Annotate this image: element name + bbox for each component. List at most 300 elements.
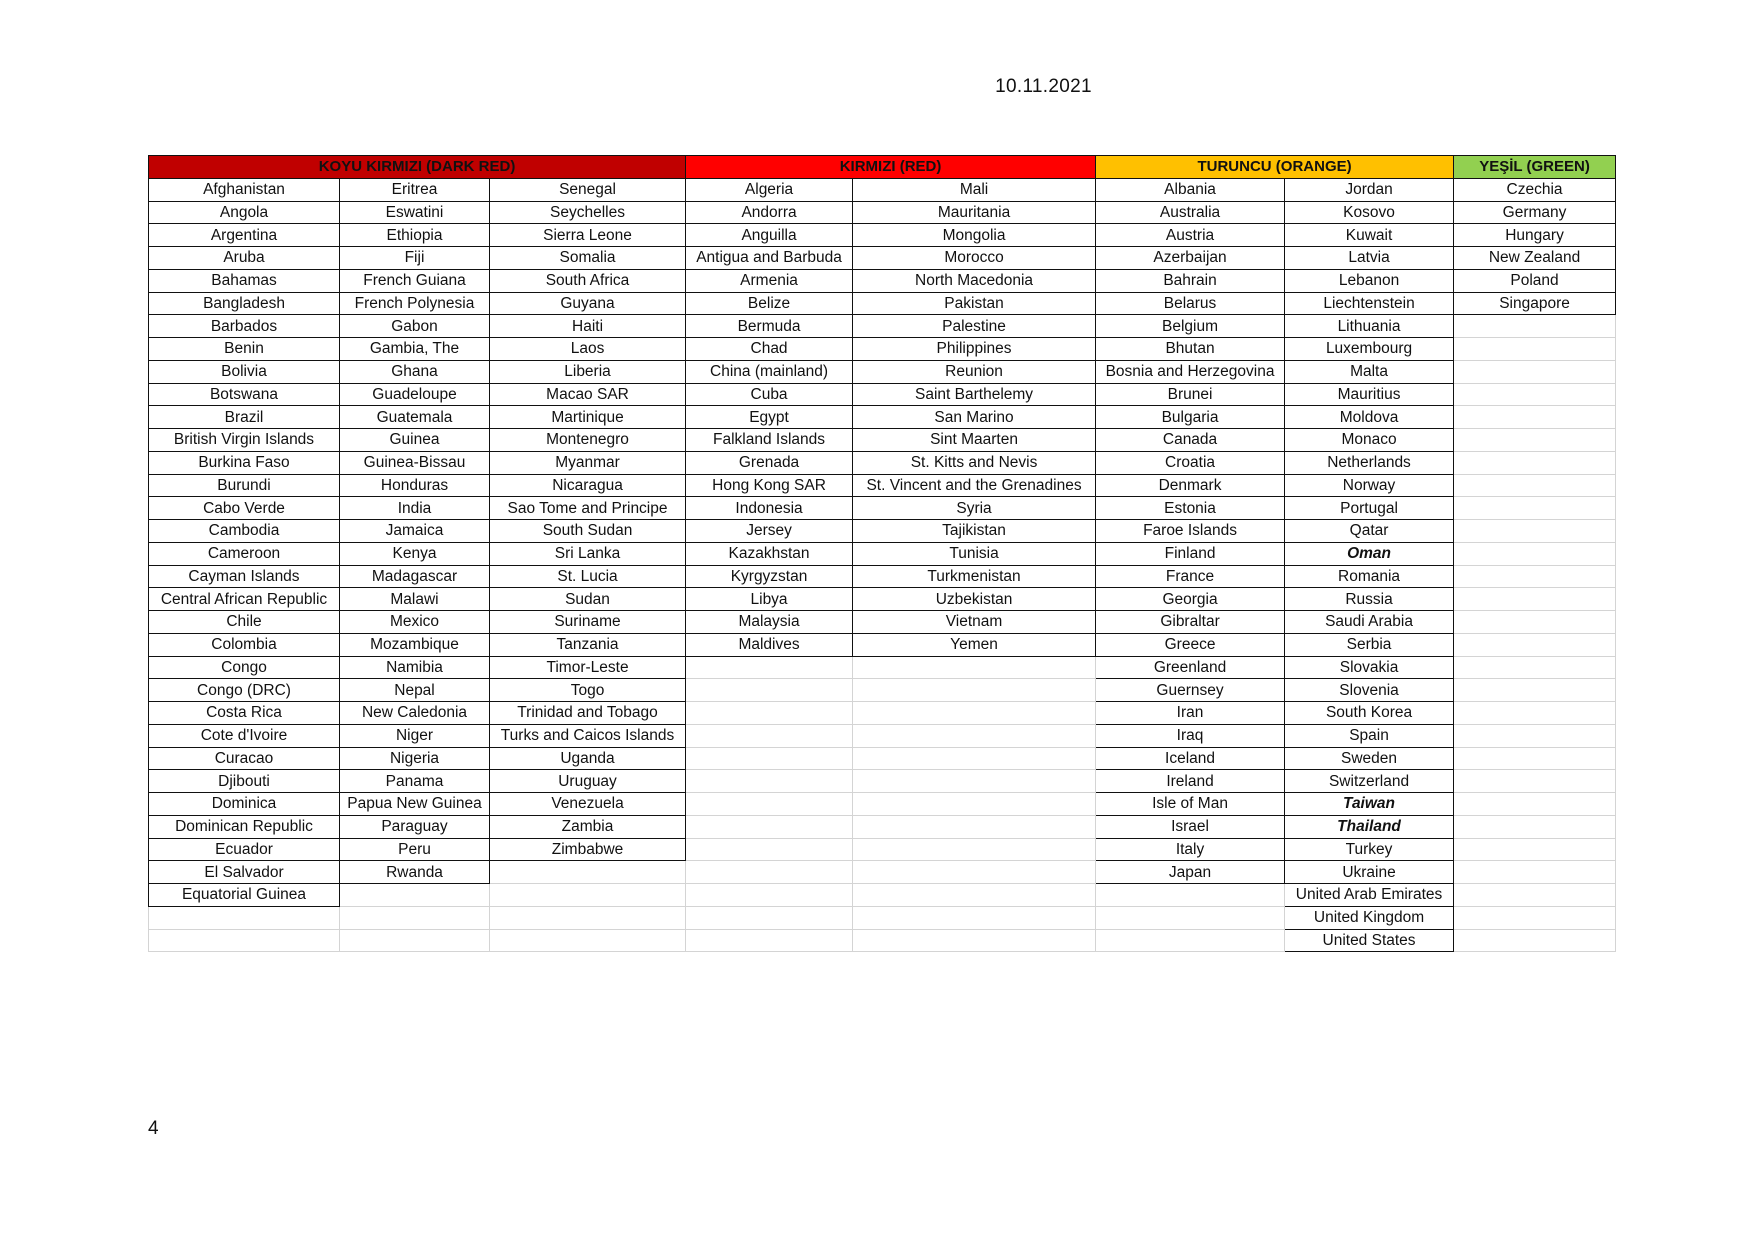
country-cell-orange: Lebanon <box>1285 269 1454 292</box>
table-row <box>149 474 1616 497</box>
table-row <box>149 429 1616 452</box>
country-cell-red: Hong Kong SAR <box>686 474 853 497</box>
table-row <box>149 520 1616 543</box>
country-cell-red: Pakistan <box>853 292 1096 315</box>
country-cell-red: Mali <box>853 178 1096 201</box>
country-cell-green: Czechia <box>1454 178 1616 201</box>
table-row <box>149 702 1616 725</box>
country-cell-dark_red: Guadeloupe <box>340 383 490 406</box>
country-cell-red: Falkland Islands <box>686 429 853 452</box>
country-cell-orange: Belgium <box>1096 315 1285 338</box>
country-cell-dark_red: Myanmar <box>490 451 686 474</box>
country-cell-dark_red: Suriname <box>490 611 686 634</box>
country-cell-red: Armenia <box>686 269 853 292</box>
country-cell-dark_red: South Africa <box>490 269 686 292</box>
country-cell-dark_red: Cayman Islands <box>149 565 340 588</box>
country-cell-dark_red: Malawi <box>340 588 490 611</box>
country-cell-dark_red: Jamaica <box>340 520 490 543</box>
country-cell-dark_red: Martinique <box>490 406 686 429</box>
table-row <box>149 315 1616 338</box>
empty-cell <box>853 815 1096 838</box>
country-cell-dark_red: Liberia <box>490 360 686 383</box>
empty-cell <box>1454 406 1616 429</box>
empty-cell <box>686 770 853 793</box>
empty-cell <box>686 929 853 952</box>
country-cell-dark_red: Chile <box>149 611 340 634</box>
country-cell-orange: Iraq <box>1096 724 1285 747</box>
country-cell-red: Palestine <box>853 315 1096 338</box>
country-cell-orange: Turkey <box>1285 838 1454 861</box>
country-cell-dark_red: Guinea <box>340 429 490 452</box>
country-risk-table <box>148 155 1616 952</box>
country-cell-orange: Brunei <box>1096 383 1285 406</box>
page-number: 4 <box>148 1118 159 1139</box>
country-cell-dark_red: Ecuador <box>149 838 340 861</box>
country-cell-orange: South Korea <box>1285 702 1454 725</box>
country-cell-dark_red: Seychelles <box>490 201 686 224</box>
country-cell-dark_red: Brazil <box>149 406 340 429</box>
table-row <box>149 360 1616 383</box>
country-cell-dark_red: Madagascar <box>340 565 490 588</box>
country-cell-orange: Monaco <box>1285 429 1454 452</box>
country-cell-dark_red: Botswana <box>149 383 340 406</box>
table-row <box>149 542 1616 565</box>
country-cell-red: St. Vincent and the Grenadines <box>853 474 1096 497</box>
table-row <box>149 770 1616 793</box>
country-cell-orange: Austria <box>1096 224 1285 247</box>
category-header-row <box>149 156 1616 179</box>
country-cell-orange: Oman <box>1285 542 1454 565</box>
country-cell-red: Chad <box>686 338 853 361</box>
empty-cell <box>1454 793 1616 816</box>
country-cell-red: Jersey <box>686 520 853 543</box>
country-cell-orange: United Arab Emirates <box>1285 884 1454 907</box>
country-cell-orange: Taiwan <box>1285 793 1454 816</box>
country-cell-dark_red: Argentina <box>149 224 340 247</box>
country-cell-red: Bermuda <box>686 315 853 338</box>
country-cell-dark_red: Ethiopia <box>340 224 490 247</box>
country-cell-orange: Canada <box>1096 429 1285 452</box>
country-cell-red: Vietnam <box>853 611 1096 634</box>
country-cell-dark_red: Cote d'Ivoire <box>149 724 340 747</box>
country-cell-orange: Bulgaria <box>1096 406 1285 429</box>
empty-cell <box>1454 315 1616 338</box>
country-cell-orange: Greenland <box>1096 656 1285 679</box>
country-cell-dark_red: Central African Republic <box>149 588 340 611</box>
empty-cell <box>1454 656 1616 679</box>
country-cell-green: Poland <box>1454 269 1616 292</box>
country-cell-orange: Mauritius <box>1285 383 1454 406</box>
country-cell-dark_red: Colombia <box>149 633 340 656</box>
empty-cell <box>149 906 340 929</box>
table-row <box>149 224 1616 247</box>
country-cell-orange: Jordan <box>1285 178 1454 201</box>
country-cell-orange: Ireland <box>1096 770 1285 793</box>
country-cell-orange: Kuwait <box>1285 224 1454 247</box>
country-cell-dark_red: El Salvador <box>149 861 340 884</box>
country-cell-orange: Estonia <box>1096 497 1285 520</box>
country-cell-orange: Guernsey <box>1096 679 1285 702</box>
country-cell-orange: Azerbaijan <box>1096 247 1285 270</box>
country-cell-red: Sint Maarten <box>853 429 1096 452</box>
country-table-body <box>149 178 1616 952</box>
empty-cell <box>853 793 1096 816</box>
country-cell-dark_red: Trinidad and Tobago <box>490 702 686 725</box>
table-row <box>149 656 1616 679</box>
country-cell-orange: Greece <box>1096 633 1285 656</box>
header-dark-red: KOYU KIRMIZI (DARK RED) <box>149 156 686 179</box>
empty-cell <box>853 679 1096 702</box>
country-cell-orange: Albania <box>1096 178 1285 201</box>
country-cell-dark_red: Ghana <box>340 360 490 383</box>
empty-cell <box>490 906 686 929</box>
table-row <box>149 838 1616 861</box>
empty-cell <box>686 724 853 747</box>
country-cell-red: Grenada <box>686 451 853 474</box>
country-cell-orange: Saudi Arabia <box>1285 611 1454 634</box>
empty-cell <box>853 724 1096 747</box>
empty-cell <box>340 884 490 907</box>
country-cell-orange: Iceland <box>1096 747 1285 770</box>
country-cell-orange: Spain <box>1285 724 1454 747</box>
country-cell-orange: United Kingdom <box>1285 906 1454 929</box>
country-cell-dark_red: Eritrea <box>340 178 490 201</box>
country-cell-orange: Portugal <box>1285 497 1454 520</box>
country-cell-dark_red: India <box>340 497 490 520</box>
country-cell-dark_red: Sri Lanka <box>490 542 686 565</box>
country-cell-dark_red: Bolivia <box>149 360 340 383</box>
country-cell-orange: Faroe Islands <box>1096 520 1285 543</box>
table-row <box>149 929 1616 952</box>
empty-cell <box>1454 565 1616 588</box>
country-cell-red: North Macedonia <box>853 269 1096 292</box>
country-cell-orange: Sweden <box>1285 747 1454 770</box>
country-cell-dark_red: Peru <box>340 838 490 861</box>
country-cell-dark_red: Afghanistan <box>149 178 340 201</box>
empty-cell <box>686 838 853 861</box>
country-cell-red: China (mainland) <box>686 360 853 383</box>
country-cell-dark_red: Bahamas <box>149 269 340 292</box>
country-cell-orange: Finland <box>1096 542 1285 565</box>
country-cell-orange: Ukraine <box>1285 861 1454 884</box>
table-row <box>149 451 1616 474</box>
table-row <box>149 611 1616 634</box>
empty-cell <box>853 861 1096 884</box>
document-date: 10.11.2021 <box>995 76 1092 97</box>
country-cell-red: Malaysia <box>686 611 853 634</box>
country-cell-red: Algeria <box>686 178 853 201</box>
country-cell-dark_red: Honduras <box>340 474 490 497</box>
empty-cell <box>1454 929 1616 952</box>
country-cell-red: Kyrgyzstan <box>686 565 853 588</box>
country-cell-orange: Gibraltar <box>1096 611 1285 634</box>
country-cell-dark_red: Haiti <box>490 315 686 338</box>
empty-cell <box>1454 884 1616 907</box>
country-cell-orange: Denmark <box>1096 474 1285 497</box>
country-cell-red: Uzbekistan <box>853 588 1096 611</box>
country-cell-red: Mauritania <box>853 201 1096 224</box>
country-cell-dark_red: Laos <box>490 338 686 361</box>
country-cell-dark_red: French Polynesia <box>340 292 490 315</box>
country-cell-red: Antigua and Barbuda <box>686 247 853 270</box>
table-row <box>149 906 1616 929</box>
country-cell-orange: Thailand <box>1285 815 1454 838</box>
country-cell-orange: Norway <box>1285 474 1454 497</box>
country-cell-dark_red: Angola <box>149 201 340 224</box>
empty-cell <box>340 906 490 929</box>
table-row <box>149 793 1616 816</box>
country-cell-dark_red: New Caledonia <box>340 702 490 725</box>
country-cell-dark_red: Panama <box>340 770 490 793</box>
country-cell-dark_red: Sudan <box>490 588 686 611</box>
country-cell-dark_red: Congo <box>149 656 340 679</box>
country-cell-orange: Lithuania <box>1285 315 1454 338</box>
country-cell-dark_red: Benin <box>149 338 340 361</box>
country-cell-red: Yemen <box>853 633 1096 656</box>
country-cell-dark_red: Cameroon <box>149 542 340 565</box>
country-cell-red: Maldives <box>686 633 853 656</box>
country-cell-dark_red: British Virgin Islands <box>149 429 340 452</box>
country-cell-dark_red: Togo <box>490 679 686 702</box>
country-cell-orange: Bosnia and Herzegovina <box>1096 360 1285 383</box>
country-cell-dark_red: Niger <box>340 724 490 747</box>
empty-cell <box>853 656 1096 679</box>
empty-cell <box>686 906 853 929</box>
empty-cell <box>149 929 340 952</box>
empty-cell <box>1454 747 1616 770</box>
country-cell-dark_red: Guyana <box>490 292 686 315</box>
country-cell-orange: Moldova <box>1285 406 1454 429</box>
country-cell-dark_red: Bangladesh <box>149 292 340 315</box>
country-cell-dark_red: Papua New Guinea <box>340 793 490 816</box>
country-cell-orange: United States <box>1285 929 1454 952</box>
country-cell-orange: Malta <box>1285 360 1454 383</box>
country-cell-dark_red: Macao SAR <box>490 383 686 406</box>
country-cell-red: Tajikistan <box>853 520 1096 543</box>
table-row <box>149 338 1616 361</box>
table-row <box>149 724 1616 747</box>
country-cell-red: Tunisia <box>853 542 1096 565</box>
empty-cell <box>1454 542 1616 565</box>
country-cell-dark_red: Dominican Republic <box>149 815 340 838</box>
empty-cell <box>1454 679 1616 702</box>
empty-cell <box>1454 770 1616 793</box>
country-cell-dark_red: Curacao <box>149 747 340 770</box>
country-cell-dark_red: Costa Rica <box>149 702 340 725</box>
country-cell-orange: France <box>1096 565 1285 588</box>
empty-cell <box>1454 906 1616 929</box>
country-cell-dark_red: Uganda <box>490 747 686 770</box>
header-orange: TURUNCU (ORANGE) <box>1096 156 1454 179</box>
table-row <box>149 247 1616 270</box>
country-cell-orange: Luxembourg <box>1285 338 1454 361</box>
table-row <box>149 679 1616 702</box>
country-cell-dark_red: Equatorial Guinea <box>149 884 340 907</box>
table-row <box>149 588 1616 611</box>
empty-cell <box>1454 724 1616 747</box>
empty-cell <box>1454 702 1616 725</box>
country-cell-orange: Belarus <box>1096 292 1285 315</box>
country-cell-orange: Australia <box>1096 201 1285 224</box>
country-cell-dark_red: Gambia, The <box>340 338 490 361</box>
country-cell-red: Anguilla <box>686 224 853 247</box>
country-cell-green: New Zealand <box>1454 247 1616 270</box>
country-cell-dark_red: Namibia <box>340 656 490 679</box>
empty-cell <box>1454 815 1616 838</box>
country-cell-orange: Slovakia <box>1285 656 1454 679</box>
country-cell-orange: Georgia <box>1096 588 1285 611</box>
empty-cell <box>1454 451 1616 474</box>
empty-cell <box>1454 633 1616 656</box>
empty-cell <box>1454 611 1616 634</box>
empty-cell <box>1454 497 1616 520</box>
country-cell-dark_red: Senegal <box>490 178 686 201</box>
country-cell-orange: Serbia <box>1285 633 1454 656</box>
country-cell-red: Andorra <box>686 201 853 224</box>
country-cell-dark_red: Somalia <box>490 247 686 270</box>
empty-cell <box>853 884 1096 907</box>
empty-cell <box>1454 360 1616 383</box>
country-cell-orange: Liechtenstein <box>1285 292 1454 315</box>
country-cell-dark_red: Nigeria <box>340 747 490 770</box>
country-cell-dark_red: Fiji <box>340 247 490 270</box>
country-cell-dark_red: Sierra Leone <box>490 224 686 247</box>
empty-cell <box>1454 838 1616 861</box>
table-row <box>149 861 1616 884</box>
country-cell-red: Libya <box>686 588 853 611</box>
country-cell-red: Reunion <box>853 360 1096 383</box>
country-cell-orange: Slovenia <box>1285 679 1454 702</box>
country-cell-dark_red: Zambia <box>490 815 686 838</box>
country-cell-dark_red: Kenya <box>340 542 490 565</box>
country-cell-orange: Switzerland <box>1285 770 1454 793</box>
empty-cell <box>490 884 686 907</box>
country-cell-dark_red: Cambodia <box>149 520 340 543</box>
country-cell-dark_red: Mexico <box>340 611 490 634</box>
table-row <box>149 747 1616 770</box>
empty-cell <box>686 884 853 907</box>
country-cell-dark_red: Aruba <box>149 247 340 270</box>
empty-cell <box>853 906 1096 929</box>
country-cell-dark_red: Burundi <box>149 474 340 497</box>
empty-cell <box>340 929 490 952</box>
country-cell-dark_red: Tanzania <box>490 633 686 656</box>
table-row <box>149 178 1616 201</box>
country-cell-orange: Isle of Man <box>1096 793 1285 816</box>
table-row <box>149 497 1616 520</box>
country-cell-orange: Netherlands <box>1285 451 1454 474</box>
country-cell-green: Singapore <box>1454 292 1616 315</box>
country-cell-dark_red: Barbados <box>149 315 340 338</box>
country-cell-dark_red: Nepal <box>340 679 490 702</box>
table-row <box>149 383 1616 406</box>
header-green: YEŞİL (GREEN) <box>1454 156 1616 179</box>
country-cell-red: Mongolia <box>853 224 1096 247</box>
country-cell-orange: Italy <box>1096 838 1285 861</box>
empty-cell <box>1454 429 1616 452</box>
country-cell-dark_red: Sao Tome and Principe <box>490 497 686 520</box>
table-row <box>149 201 1616 224</box>
country-cell-orange: Russia <box>1285 588 1454 611</box>
empty-cell <box>490 929 686 952</box>
empty-cell <box>1454 474 1616 497</box>
country-cell-orange: Romania <box>1285 565 1454 588</box>
country-cell-dark_red: St. Lucia <box>490 565 686 588</box>
country-cell-orange: Iran <box>1096 702 1285 725</box>
empty-cell <box>686 702 853 725</box>
country-cell-orange: Israel <box>1096 815 1285 838</box>
country-cell-orange: Japan <box>1096 861 1285 884</box>
country-cell-dark_red: Guinea-Bissau <box>340 451 490 474</box>
country-cell-orange: Croatia <box>1096 451 1285 474</box>
country-cell-dark_red: Eswatini <box>340 201 490 224</box>
country-cell-dark_red: Nicaragua <box>490 474 686 497</box>
empty-cell <box>853 838 1096 861</box>
empty-cell <box>1454 520 1616 543</box>
country-cell-red: Egypt <box>686 406 853 429</box>
empty-cell <box>1096 906 1285 929</box>
country-cell-red: Cuba <box>686 383 853 406</box>
country-cell-dark_red: Timor-Leste <box>490 656 686 679</box>
empty-cell <box>686 815 853 838</box>
empty-cell <box>1096 929 1285 952</box>
country-cell-green: Hungary <box>1454 224 1616 247</box>
country-cell-dark_red: Paraguay <box>340 815 490 838</box>
empty-cell <box>686 656 853 679</box>
empty-cell <box>686 679 853 702</box>
country-cell-red: Syria <box>853 497 1096 520</box>
empty-cell <box>490 861 686 884</box>
table-row <box>149 406 1616 429</box>
header-red: KIRMIZI (RED) <box>686 156 1096 179</box>
country-cell-dark_red: Turks and Caicos Islands <box>490 724 686 747</box>
country-cell-dark_red: South Sudan <box>490 520 686 543</box>
country-cell-red: Philippines <box>853 338 1096 361</box>
country-cell-red: St. Kitts and Nevis <box>853 451 1096 474</box>
country-cell-dark_red: Gabon <box>340 315 490 338</box>
country-cell-dark_red: Venezuela <box>490 793 686 816</box>
country-cell-dark_red: Zimbabwe <box>490 838 686 861</box>
empty-cell <box>686 747 853 770</box>
country-cell-red: Belize <box>686 292 853 315</box>
empty-cell <box>1454 383 1616 406</box>
country-cell-dark_red: Burkina Faso <box>149 451 340 474</box>
empty-cell <box>1454 588 1616 611</box>
table-row <box>149 815 1616 838</box>
country-cell-dark_red: Mozambique <box>340 633 490 656</box>
country-cell-dark_red: Guatemala <box>340 406 490 429</box>
empty-cell <box>686 793 853 816</box>
country-cell-red: Kazakhstan <box>686 542 853 565</box>
empty-cell <box>1096 884 1285 907</box>
country-cell-dark_red: Montenegro <box>490 429 686 452</box>
country-cell-dark_red: Cabo Verde <box>149 497 340 520</box>
empty-cell <box>853 702 1096 725</box>
country-cell-red: Indonesia <box>686 497 853 520</box>
country-cell-red: Turkmenistan <box>853 565 1096 588</box>
empty-cell <box>853 929 1096 952</box>
table-row <box>149 565 1616 588</box>
empty-cell <box>853 747 1096 770</box>
country-cell-green: Germany <box>1454 201 1616 224</box>
country-cell-dark_red: Rwanda <box>340 861 490 884</box>
table-row <box>149 269 1616 292</box>
country-cell-red: Morocco <box>853 247 1096 270</box>
country-cell-dark_red: Congo (DRC) <box>149 679 340 702</box>
country-cell-dark_red: Uruguay <box>490 770 686 793</box>
table-row <box>149 633 1616 656</box>
country-cell-red: San Marino <box>853 406 1096 429</box>
